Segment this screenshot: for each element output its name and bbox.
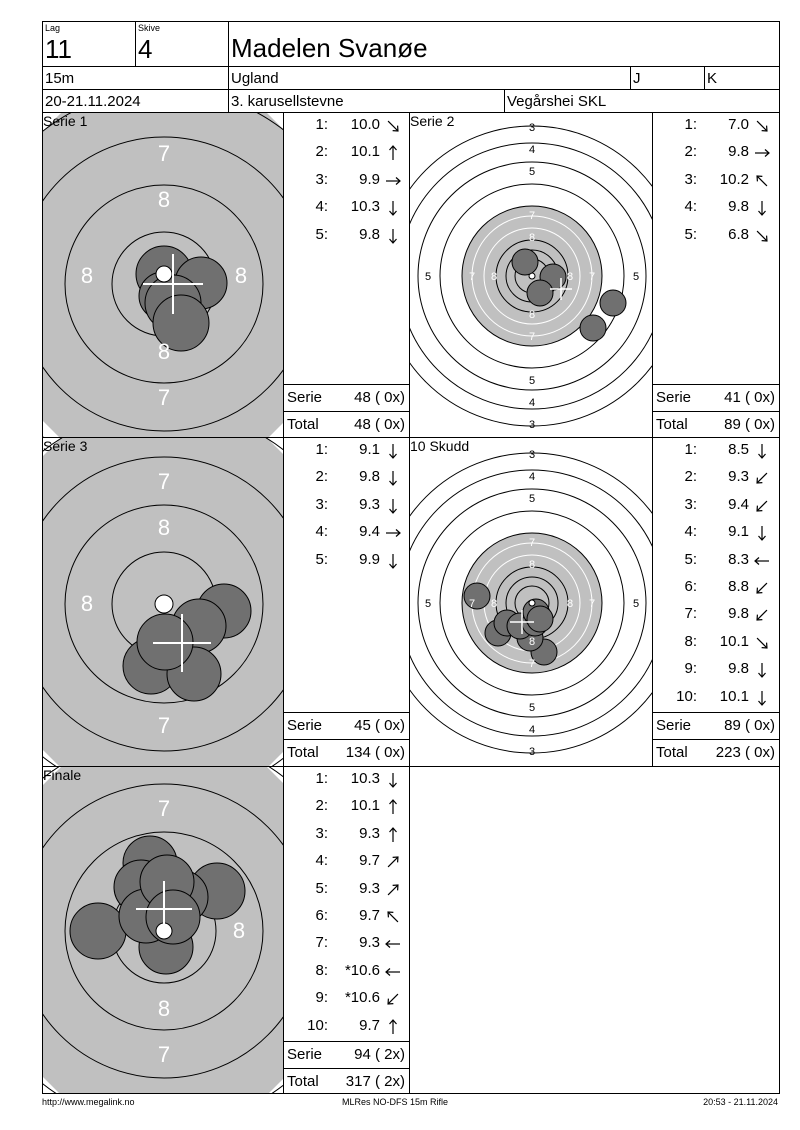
shot-number: 1: <box>315 441 328 458</box>
ring-number: 6 <box>528 188 536 200</box>
direction-arrow-icon <box>753 661 771 679</box>
shot-value: 9.1 <box>728 523 749 541</box>
panel-title: Serie 3 <box>43 438 88 454</box>
ring-number: 8 <box>157 187 171 212</box>
direction-arrow-icon <box>384 771 402 789</box>
serie-label: Serie <box>656 389 692 406</box>
total-row <box>653 411 779 439</box>
ring-number: 8 <box>80 591 94 616</box>
total-label: Total <box>656 416 688 433</box>
footer-timestamp: 20:53 - 21.11.2024 <box>703 1097 778 1107</box>
shot-number: 3: <box>315 495 328 513</box>
shot-row <box>653 496 779 520</box>
ring-number: 6 <box>610 271 618 283</box>
shot-value: 10.1 <box>350 797 380 815</box>
direction-arrow-icon <box>384 469 402 487</box>
ring-number: 5 <box>424 598 432 610</box>
shot-number: 2: <box>315 143 328 161</box>
ring-number: 8 <box>157 996 171 1021</box>
total-label: Total <box>287 1073 319 1090</box>
ring-number: 4 <box>528 144 536 156</box>
class-j: J <box>633 70 641 87</box>
ring-number: 8 <box>528 232 536 244</box>
ring-number: 5 <box>528 375 536 387</box>
shot-value: 9.3 <box>359 495 380 513</box>
total-value: 317 ( 2x) <box>345 1073 405 1090</box>
ring-number: 8 <box>490 271 498 283</box>
skive-value: 4 <box>138 34 153 64</box>
shot-value: 9.8 <box>728 605 749 623</box>
shot-number: 5: <box>315 879 328 897</box>
full-target-svg <box>410 438 653 767</box>
serie-value: 45 ( 0x) <box>354 717 405 734</box>
shot-hole <box>527 606 553 632</box>
direction-arrow-icon <box>384 990 402 1008</box>
event: 3. karusellstevne <box>231 93 344 110</box>
shot-number: 10: <box>676 687 697 705</box>
total-value: 134 ( 0x) <box>345 744 405 761</box>
ring-number: 8 <box>528 559 536 571</box>
shot-number: 9: <box>684 660 697 678</box>
total-label: Total <box>287 416 319 433</box>
ring-number: 7 <box>588 271 596 283</box>
target-serie-3 <box>42 437 284 767</box>
ring-number: 6 <box>610 598 618 610</box>
shot-value: 9.3 <box>359 824 380 842</box>
ring-number: 6 <box>446 271 454 283</box>
shot-value: 7.0 <box>728 116 749 133</box>
serie-value: 41 ( 0x) <box>724 389 775 406</box>
shot-number: 10: <box>307 1016 328 1034</box>
shot-row <box>284 770 409 794</box>
shot-number: 8: <box>684 632 697 650</box>
shot-number: 7: <box>315 934 328 952</box>
shot-number: 2: <box>684 143 697 161</box>
shots-10-skudd <box>652 437 780 767</box>
shot-value: 9.9 <box>359 550 380 568</box>
shot-row <box>653 226 779 250</box>
serie-value: 89 ( 0x) <box>724 717 775 734</box>
direction-arrow-icon <box>384 881 402 899</box>
direction-arrow-icon <box>753 524 771 542</box>
shot-value: *10.6 <box>344 989 380 1007</box>
shot-row <box>284 825 409 849</box>
ring-number: 7 <box>157 385 171 410</box>
direction-arrow-icon <box>384 798 402 816</box>
serie-row <box>284 384 409 412</box>
direction-arrow-icon <box>384 1018 402 1036</box>
direction-arrow-icon <box>753 606 771 624</box>
shot-value: 9.3 <box>359 934 380 952</box>
shots-serie-2 <box>652 112 780 438</box>
ring-number: 5 <box>528 702 536 714</box>
total-row <box>284 411 409 439</box>
shot-hole <box>146 890 200 944</box>
ring-number: 4 <box>528 471 536 483</box>
panel-title: Serie 2 <box>410 113 455 129</box>
shot-value: 9.8 <box>728 198 749 216</box>
serie-label: Serie <box>656 717 692 734</box>
shot-row <box>284 934 409 958</box>
ring-number: 7 <box>157 141 171 166</box>
shot-value: *10.6 <box>344 961 380 979</box>
class-j-cell <box>630 66 705 90</box>
shot-hole <box>512 249 538 275</box>
shot-value: 9.7 <box>359 852 380 870</box>
shot-hole <box>70 903 126 959</box>
shot-number: 4: <box>315 523 328 541</box>
shot-value: 9.3 <box>359 879 380 897</box>
lag-label: Lag <box>45 23 61 33</box>
zoom-target-svg <box>43 438 284 767</box>
venue: Vegårshei SKL <box>507 93 607 110</box>
shot-number: 6: <box>315 907 328 924</box>
ring-number: 3 <box>528 419 536 431</box>
shot-row <box>653 198 779 222</box>
ring-number: 7 <box>588 598 596 610</box>
shot-value: 9.4 <box>359 523 380 541</box>
shot-number: 9: <box>315 989 328 1007</box>
shot-value: 9.9 <box>359 170 380 188</box>
shot-number: 2: <box>684 468 697 486</box>
shot-row <box>284 551 409 575</box>
serie-row <box>284 712 409 740</box>
direction-arrow-icon <box>753 579 771 597</box>
direction-arrow-icon <box>753 227 771 245</box>
ring-number: 8 <box>80 263 94 288</box>
shot-number: 5: <box>684 550 697 568</box>
shot-hole <box>464 583 490 609</box>
shot-number: 5: <box>315 550 328 568</box>
class-k: K <box>707 70 718 87</box>
direction-arrow-icon <box>753 469 771 487</box>
shot-row <box>653 633 779 657</box>
shot-value: 9.1 <box>359 441 380 458</box>
ring-number: 5 <box>424 271 432 283</box>
shot-row <box>653 688 779 712</box>
shot-row <box>284 143 409 167</box>
shot-value: 9.3 <box>728 468 749 486</box>
shot-value: 10.0 <box>350 116 380 133</box>
shot-value: 10.3 <box>350 770 380 787</box>
direction-arrow-icon <box>384 117 402 135</box>
ring-number: 8 <box>566 598 574 610</box>
shot-number: 8: <box>315 961 328 979</box>
shot-number: 3: <box>684 170 697 188</box>
shot-value: 9.8 <box>728 660 749 678</box>
footer-url[interactable]: http://www.megalink.no <box>42 1097 135 1107</box>
zoom-target-svg <box>43 767 284 1094</box>
shot-number: 5: <box>684 225 697 243</box>
shot-number: 1: <box>684 441 697 458</box>
ring-number: 5 <box>632 271 640 283</box>
ring-number: 6 <box>528 680 536 692</box>
ten-ring <box>155 595 173 613</box>
shot-number: 3: <box>684 495 697 513</box>
direction-arrow-icon <box>384 853 402 871</box>
shot-row <box>284 797 409 821</box>
ring-number: 8 <box>566 271 574 283</box>
ring-number: 8 <box>490 598 498 610</box>
shots-serie-3 <box>283 437 410 767</box>
shot-value: 8.8 <box>728 578 749 595</box>
ring-number: 3 <box>528 449 536 461</box>
ring-number: 7 <box>468 598 476 610</box>
shot-row <box>284 226 409 250</box>
ring-number: 4 <box>528 397 536 409</box>
direction-arrow-icon <box>384 963 402 981</box>
direction-arrow-icon <box>384 227 402 245</box>
shot-row <box>653 171 779 195</box>
event-cell <box>228 89 505 113</box>
shot-value: 9.8 <box>359 225 380 243</box>
ring-number: 7 <box>528 537 536 549</box>
skive-label: Skive <box>138 23 161 33</box>
ten-dot <box>529 600 535 606</box>
shot-row <box>284 198 409 222</box>
panel-title: Finale <box>43 767 82 783</box>
ring-number: 8 <box>528 636 536 648</box>
shot-number: 4: <box>684 523 697 541</box>
ring-number: 5 <box>528 166 536 178</box>
target-10-skudd <box>409 437 653 767</box>
shot-number: 4: <box>684 198 697 216</box>
shot-row <box>284 989 409 1013</box>
shots-finale <box>283 766 410 1094</box>
target-finale <box>42 766 284 1094</box>
club: Ugland <box>231 70 279 87</box>
direction-arrow-icon <box>753 199 771 217</box>
direction-arrow-icon <box>384 442 402 460</box>
shot-row <box>284 116 409 140</box>
date-cell <box>42 89 229 113</box>
direction-arrow-icon <box>753 552 771 570</box>
shot-row <box>653 468 779 492</box>
date: 20-21.11.2024 <box>45 93 141 110</box>
shot-row <box>653 441 779 465</box>
serie-value: 48 ( 0x) <box>354 389 405 406</box>
ring-number: 8 <box>232 918 246 943</box>
shot-number: 1: <box>315 116 328 133</box>
distance: 15m <box>45 70 75 87</box>
serie-label: Serie <box>287 1046 323 1063</box>
shot-number: 3: <box>315 824 328 842</box>
ring-number: 3 <box>528 746 536 758</box>
shot-row <box>653 116 779 140</box>
direction-arrow-icon <box>384 552 402 570</box>
class-k-cell <box>704 66 780 90</box>
ring-number: 7 <box>157 796 171 821</box>
shot-row <box>653 660 779 684</box>
panel-title: Serie 1 <box>43 113 88 129</box>
shot-row <box>284 468 409 492</box>
shot-value: 9.7 <box>359 1016 380 1034</box>
shot-row <box>284 907 409 931</box>
shot-value: 10.1 <box>350 143 380 161</box>
shot-row <box>284 880 409 904</box>
shot-value: 10.1 <box>719 632 749 650</box>
serie-value: 94 ( 2x) <box>354 1046 405 1063</box>
ring-number: 6 <box>528 515 536 527</box>
total-row <box>653 739 779 767</box>
shot-value: 9.7 <box>359 907 380 924</box>
serie-row <box>284 1041 409 1069</box>
serie-row <box>653 384 779 412</box>
shot-row <box>284 441 409 465</box>
lag-cell <box>42 21 136 67</box>
skive-cell <box>135 21 229 67</box>
shot-row <box>284 962 409 986</box>
shot-value: 9.4 <box>728 495 749 513</box>
direction-arrow-icon <box>384 497 402 515</box>
direction-arrow-icon <box>753 144 771 162</box>
serie-label: Serie <box>287 717 323 734</box>
direction-arrow-icon <box>384 908 402 926</box>
footer-software: MLRes NO-DFS 15m Rifle <box>342 1097 449 1107</box>
shot-row <box>284 852 409 876</box>
shot-value: 10.1 <box>719 687 749 705</box>
name-cell <box>228 21 780 67</box>
ring-number: 7 <box>157 469 171 494</box>
shot-row <box>653 605 779 629</box>
ring-number: 7 <box>157 1042 171 1067</box>
venue-cell <box>504 89 780 113</box>
ring-number: 6 <box>446 598 454 610</box>
direction-arrow-icon <box>384 524 402 542</box>
ring-number: 8 <box>234 263 248 288</box>
empty-area <box>409 766 780 1094</box>
target-serie-2 <box>409 112 653 438</box>
shot-hole <box>600 290 626 316</box>
ring-number: 8 <box>528 309 536 321</box>
shot-number: 1: <box>315 770 328 787</box>
shot-number: 7: <box>684 605 697 623</box>
shot-number: 4: <box>315 852 328 870</box>
direction-arrow-icon <box>753 172 771 190</box>
total-value: 89 ( 0x) <box>724 416 775 433</box>
ring-number: 7 <box>468 271 476 283</box>
shot-hole <box>527 280 553 306</box>
shot-row <box>653 578 779 602</box>
shot-row <box>284 523 409 547</box>
ring-number: 8 <box>157 515 171 540</box>
shot-row <box>284 496 409 520</box>
direction-arrow-icon <box>384 144 402 162</box>
ring-number: 5 <box>528 493 536 505</box>
ring-number: 3 <box>528 122 536 134</box>
full-target-svg <box>410 113 653 438</box>
direction-arrow-icon <box>753 117 771 135</box>
shot-value: 6.8 <box>728 225 749 243</box>
direction-arrow-icon <box>384 826 402 844</box>
total-row <box>284 739 409 767</box>
direction-arrow-icon <box>753 497 771 515</box>
serie-row <box>653 712 779 740</box>
shot-number: 5: <box>315 225 328 243</box>
club-cell <box>228 66 631 90</box>
total-value: 223 ( 0x) <box>715 744 775 761</box>
shot-number: 2: <box>315 468 328 486</box>
shooter-name: Madelen Svanøe <box>231 33 428 63</box>
ring-number: 7 <box>528 658 536 670</box>
direction-arrow-icon <box>753 442 771 460</box>
shot-value: 10.3 <box>350 198 380 216</box>
ring-number: 7 <box>528 331 536 343</box>
direction-arrow-icon <box>753 634 771 652</box>
shot-number: 4: <box>315 198 328 216</box>
ten-ring <box>156 266 172 282</box>
ring-number: 6 <box>528 353 536 365</box>
zoom-target-svg <box>43 113 284 438</box>
shot-value: 9.8 <box>359 468 380 486</box>
ring-number: 7 <box>157 713 171 738</box>
shot-number: 1: <box>684 116 697 133</box>
shot-row <box>653 551 779 575</box>
serie-label: Serie <box>287 389 323 406</box>
panel-title: 10 Skudd <box>410 438 470 454</box>
direction-arrow-icon <box>753 689 771 707</box>
shot-value: 10.2 <box>719 170 749 188</box>
ring-number: 8 <box>157 339 171 364</box>
shot-value: 8.3 <box>728 550 749 568</box>
direction-arrow-icon <box>384 199 402 217</box>
shot-number: 3: <box>315 170 328 188</box>
direction-arrow-icon <box>384 172 402 190</box>
shot-row <box>284 171 409 195</box>
target-serie-1 <box>42 112 284 438</box>
total-value: 48 ( 0x) <box>354 416 405 433</box>
shot-row <box>653 523 779 547</box>
shot-number: 6: <box>684 578 697 595</box>
shot-row <box>653 143 779 167</box>
shot-value: 9.8 <box>728 143 749 161</box>
shot-row <box>284 1017 409 1041</box>
shots-serie-1 <box>283 112 410 438</box>
lag-value: 11 <box>45 34 72 64</box>
ring-number: 5 <box>632 598 640 610</box>
direction-arrow-icon <box>384 935 402 953</box>
shot-number: 2: <box>315 797 328 815</box>
total-label: Total <box>287 744 319 761</box>
ring-number: 7 <box>528 210 536 222</box>
ring-number: 4 <box>528 724 536 736</box>
distance-cell <box>42 66 229 90</box>
total-label: Total <box>656 744 688 761</box>
shot-value: 8.5 <box>728 441 749 458</box>
shot-hole <box>580 315 606 341</box>
total-row <box>284 1068 409 1096</box>
